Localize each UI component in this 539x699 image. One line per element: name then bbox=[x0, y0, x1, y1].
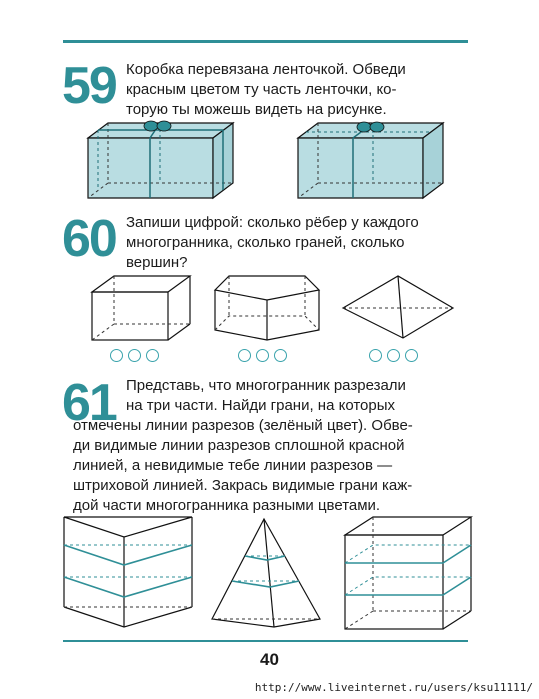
answer-circles-3 bbox=[369, 349, 418, 362]
answer-circles-2 bbox=[238, 349, 287, 362]
watermark-url: http://www.liveinternet.ru/users/ksu11111/ bbox=[254, 681, 533, 694]
cut-pyramid bbox=[212, 519, 322, 631]
task-61-line-1: Представь, что многогранник разрезали bbox=[126, 377, 406, 394]
bottom-rule bbox=[63, 640, 468, 642]
cut-cuboid bbox=[345, 517, 475, 632]
task-61-text-top bbox=[126, 376, 471, 416]
polyhedron-cuboid bbox=[92, 276, 192, 346]
polyhedron-pentagonal-prism bbox=[215, 276, 325, 346]
task-60-number: 60 bbox=[62, 210, 116, 268]
task-61-line-3: отмечены линии разрезов (зелёный цвет). Обве- bbox=[73, 417, 413, 434]
task-59-text bbox=[126, 60, 471, 120]
top-rule bbox=[63, 40, 468, 43]
task-60-line-3: вершин? bbox=[126, 254, 188, 271]
task-59-number: 59 bbox=[62, 57, 116, 115]
task-59-line-3: торую ты можешь видеть на рисунке. bbox=[126, 101, 387, 118]
page-number: 40 bbox=[260, 650, 279, 669]
task-61-line-5: линией, а невидимые тебе линии разрезов — bbox=[73, 457, 393, 474]
answer-circle[interactable] bbox=[238, 349, 251, 362]
answer-circle[interactable] bbox=[274, 349, 287, 362]
task-61-line-4: ди видимые линии разрезов сплошной красной bbox=[73, 437, 405, 454]
task-61-text-bottom bbox=[73, 416, 471, 516]
answer-circle[interactable] bbox=[369, 349, 382, 362]
task-61-number: 61 bbox=[62, 374, 116, 432]
task-61-line-7: дой части многогранника разными цветами. bbox=[73, 497, 381, 514]
answer-circles-1 bbox=[110, 349, 159, 362]
task-60-line-1: Запиши цифрой: сколько рёбер у каждого bbox=[126, 214, 419, 231]
gift-box-right bbox=[298, 118, 458, 208]
answer-circle[interactable] bbox=[146, 349, 159, 362]
answer-circle[interactable] bbox=[256, 349, 269, 362]
polyhedron-bipyramid bbox=[343, 276, 455, 346]
answer-circle[interactable] bbox=[128, 349, 141, 362]
answer-circle[interactable] bbox=[387, 349, 400, 362]
gift-box-left bbox=[88, 118, 248, 208]
task-59-line-1: Коробка перевязана ленточкой. Обведи bbox=[126, 61, 406, 78]
task-61-line-2: на три части. Найди грани, на которых bbox=[126, 397, 396, 414]
answer-circle[interactable] bbox=[110, 349, 123, 362]
task-59-line-2: красным цветом ту часть ленточки, ко- bbox=[126, 81, 397, 98]
cut-prism bbox=[64, 517, 196, 632]
task-60-line-2: многогранника, сколько граней, сколько bbox=[126, 234, 405, 251]
answer-circle[interactable] bbox=[405, 349, 418, 362]
task-60-text bbox=[126, 213, 471, 273]
task-61-line-6: штриховой линией. Закрась видимые грани каж- bbox=[73, 477, 413, 494]
